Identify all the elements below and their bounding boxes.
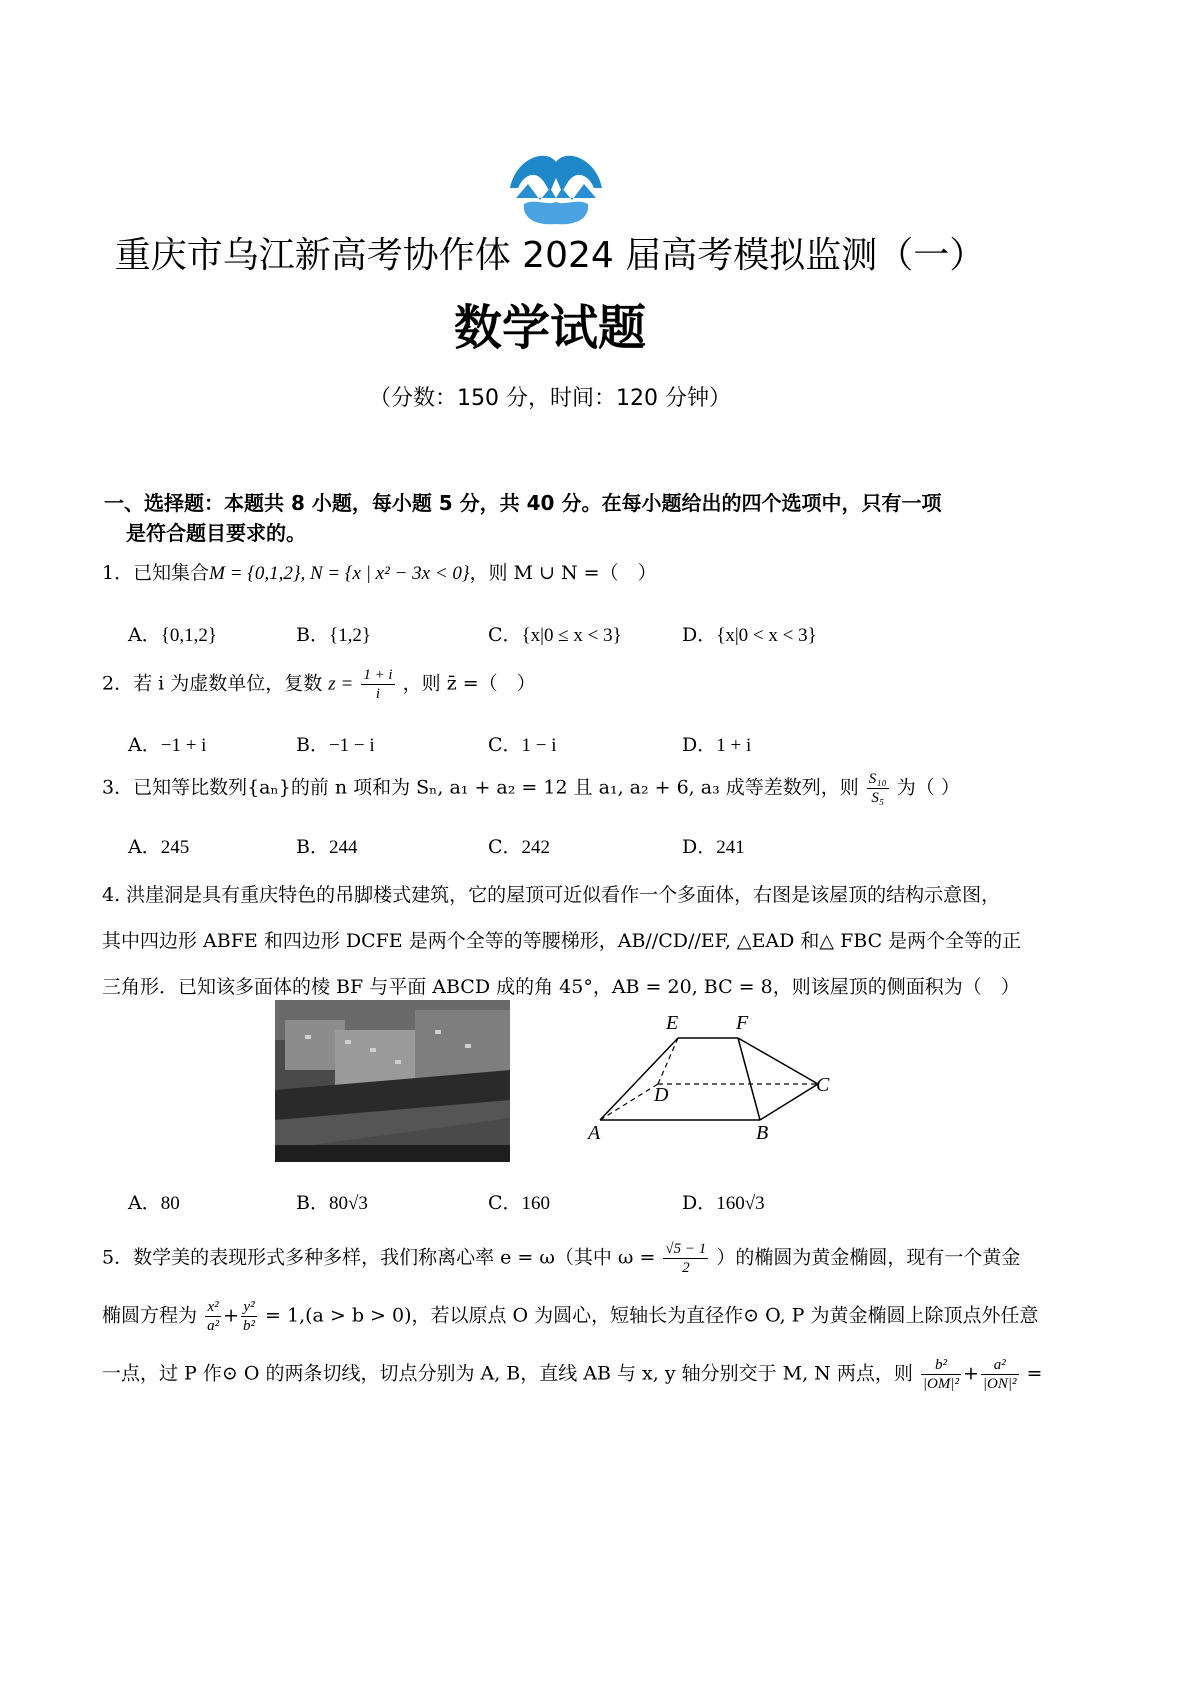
q3-option-b[interactable]: B．244 — [296, 836, 358, 858]
q4-line3: 三角形．已知该多面体的棱 BF 与平面 ABCD 成的角 45°，AB = 20, BC = 8，则该屋顶的侧面积为（ ） — [102, 976, 1020, 998]
question-5-line2: 椭圆方程为 $\frac{\text{x²}}{\text{a²}}$ + $\frac{\text{y²}}{\text{b²}}$ = 1,(a > b > 0)，若以原点 O 为圆心，短轴长为直径作⊙ O, P 为黄金椭圆上除顶点外任意 — [102, 1299, 1039, 1334]
label-c: C — [816, 1074, 830, 1096]
q2-option-c[interactable]: C．1 − i — [488, 734, 557, 756]
label-f: F — [736, 1012, 749, 1034]
label-a: A — [588, 1122, 601, 1144]
q3-option-d[interactable]: D．241 — [682, 836, 745, 858]
section-heading-line1: 一、选择题：本题共 8 小题，每小题 5 分，共 40 分。在每小题给出的四个选项中，只有一项 — [104, 491, 942, 515]
question-3 — [102, 770, 960, 807]
b-over-om-fraction: $\frac{\text{b²}}{\text{|OM|²}}$ — [922, 1357, 959, 1392]
x-fraction: $\frac{\text{x²}}{\text{a²}}$ — [207, 1299, 220, 1334]
omega-fraction: $\frac{√5 - 1}{2}$ — [665, 1241, 707, 1276]
q1-stem: 1．已知集合 — [102, 562, 210, 584]
y-fraction: $\frac{\text{y²}}{\text{b²}}$ — [242, 1299, 255, 1334]
question-5-line3: 一点，过 P 作⊙ O 的两条切线，切点分别为 A, B，直线 AB 与 x, y 轴分别交于 M, N 两点，则 $\frac{\text{b²}}{\text{|OM|²}}$ + $\frac{\text{a²}}{\text{|ON|²}}$ = — [102, 1357, 1043, 1392]
label-d: D — [654, 1084, 669, 1106]
q2-option-a[interactable]: A．−1 + i — [128, 734, 207, 756]
q3-option-a[interactable]: A．245 — [128, 836, 190, 858]
q2-tail: ，则 z̄ =（ ） — [402, 672, 536, 695]
q1-option-d[interactable]: D．{x|0 < x < 3} — [682, 624, 817, 646]
q2-fraction: $\frac{1 + i}{i}$ — [363, 667, 393, 702]
q1-option-b[interactable]: B．{1,2} — [296, 624, 371, 646]
question-2 — [102, 666, 536, 703]
q4-option-b[interactable]: B．80√3 — [296, 1192, 368, 1214]
page-title: 重庆市乌江新高考协作体 2024 届高考模拟监测（一） — [114, 235, 986, 276]
q1-sets: M = {0,1,2}, N = {x | x² − 3x < 0} — [209, 563, 470, 584]
q1-option-a[interactable]: A．{0,1,2} — [128, 624, 217, 646]
label-b: B — [756, 1122, 769, 1144]
section-heading — [104, 488, 941, 548]
question-1 — [102, 560, 657, 587]
a-over-on-fraction: $\frac{\text{a²}}{\text{|ON|²}}$ — [982, 1357, 1017, 1392]
exam-meta: （分数：150 分，时间：120 分钟） — [369, 386, 731, 411]
question-4 — [102, 872, 1021, 1010]
q2-z: z = — [328, 673, 354, 695]
q4-option-c[interactable]: C．160 — [488, 1192, 551, 1214]
q4-line2: 其中四边形 ABFE 和四边形 DCFE 是两个全等的等腰梯形，AB//CD//EF, △EAD 和△ FBC 是两个全等的正 — [102, 930, 1022, 952]
q2-option-b[interactable]: B．−1 − i — [296, 734, 375, 756]
q3-stem: 3．已知等比数列{aₙ}的前 n 项和为 Sₙ, a₁ + a₂ = 12 且 a₁, a₂ + 6, a₃ 成等差数列，则 — [102, 776, 859, 799]
q3-option-c[interactable]: C．242 — [488, 836, 551, 858]
q2-option-d[interactable]: D．1 + i — [682, 734, 752, 756]
hongyadong-photo — [275, 1000, 510, 1162]
q4-option-a[interactable]: A．80 — [128, 1192, 180, 1214]
polyhedron-diagram — [580, 1012, 840, 1152]
q1-option-c[interactable]: C．{x|0 ≤ x < 3} — [488, 624, 622, 646]
label-e: E — [666, 1012, 679, 1034]
q3-fraction: $\frac{\text{S₁₀}}{\text{S₅}}$ — [868, 771, 887, 806]
wujiang-logo-icon — [506, 148, 606, 226]
q1-tail: ，则 M ∪ N =（ ） — [469, 562, 657, 584]
q2-stem: 2．若 i 为虚数单位，复数 — [102, 672, 323, 695]
q3-tail: 为（ ） — [896, 776, 960, 799]
q4-line1: 4. 洪崖洞是具有重庆特色的吊脚楼式建筑，它的屋顶可近似看作一个多面体，右图是该屋顶的结构示意图， — [102, 884, 1001, 906]
q4-option-d[interactable]: D．160√3 — [682, 1192, 765, 1214]
subject-title: 数学试题 — [453, 300, 646, 356]
section-heading-line2: 是符合题目要求的。 — [126, 521, 306, 545]
question-5-line1: 5．数学美的表现形式多种多样，我们称离心率 e = ω（其中 ω = $\frac{√5 - 1}{2}$ ）的椭圆为黄金椭圆，现有一个黄金 — [102, 1241, 1021, 1276]
